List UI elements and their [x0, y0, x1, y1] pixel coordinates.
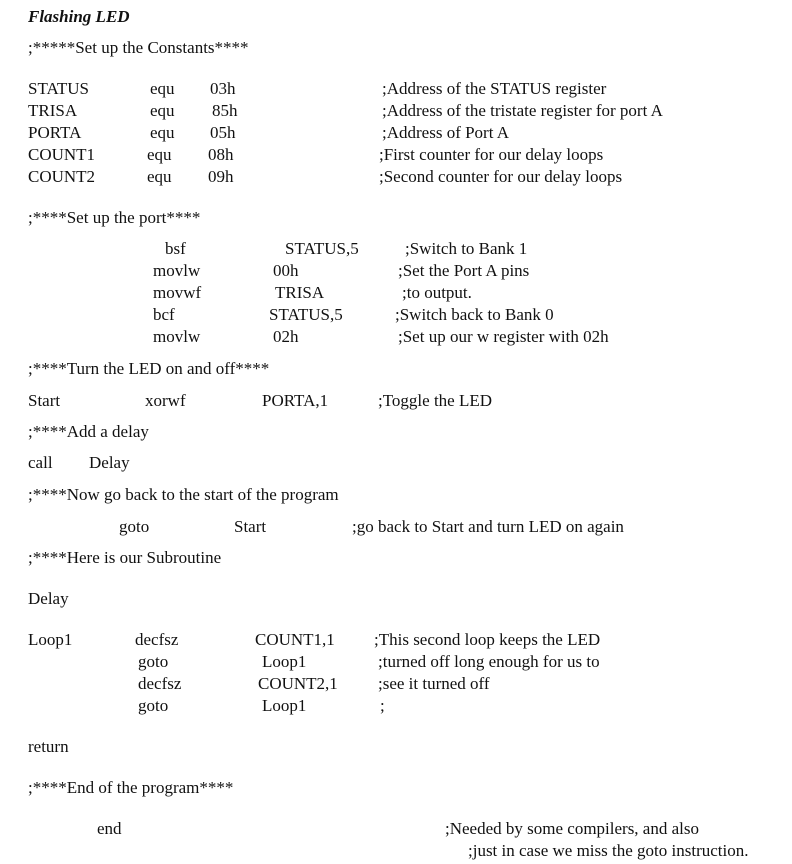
- port-instruction: movlw: [153, 261, 201, 280]
- port-operand: 00h: [273, 261, 299, 280]
- port-comment: ;Set the Port A pins: [398, 261, 530, 280]
- constant-value: 05h: [210, 123, 236, 142]
- constant-op: equ: [150, 123, 175, 142]
- constant-name: COUNT2: [28, 167, 96, 186]
- port-operand: TRISA: [275, 283, 325, 302]
- loop-comment: ;turned off long enough for us to: [378, 652, 600, 671]
- constant-name: PORTA: [28, 123, 82, 142]
- call-operand: Delay: [89, 453, 130, 472]
- constant-comment: ;Address of Port A: [382, 123, 510, 142]
- constant-comment: ;First counter for our delay loops: [379, 145, 604, 164]
- section-heading-delay: ;****Add a delay: [28, 422, 149, 441]
- return-instruction: return: [28, 737, 69, 756]
- constant-value: 09h: [208, 167, 234, 186]
- loop-instruction: decfsz: [135, 630, 179, 649]
- constant-op: equ: [150, 79, 175, 98]
- end-instruction: end: [97, 819, 122, 838]
- port-comment: ;Set up our w register with 02h: [398, 327, 609, 346]
- call-instruction: call: [28, 453, 53, 472]
- port-instruction: movwf: [153, 283, 202, 302]
- loop-instruction: goto: [138, 696, 169, 715]
- constant-name: COUNT1: [28, 145, 96, 164]
- section-heading-subroutine: ;****Here is our Subroutine: [28, 548, 222, 567]
- loop-comment: ;: [380, 696, 385, 715]
- goto-comment: ;go back to Start and turn LED on again: [352, 517, 624, 536]
- constant-comment: ;Address of the tristate register for port A: [382, 101, 663, 120]
- port-comment: ;Switch to Bank 1: [405, 239, 528, 258]
- constant-op: equ: [150, 101, 175, 120]
- toggle-instruction: xorwf: [145, 391, 186, 410]
- port-comment: ;Switch back to Bank 0: [395, 305, 554, 324]
- constant-op: equ: [147, 145, 172, 164]
- section-heading-end: ;****End of the program****: [28, 778, 234, 797]
- toggle-comment: ;Toggle the LED: [378, 391, 493, 410]
- end-comment: ;just in case we miss the goto instruction.: [468, 841, 749, 860]
- page-title: Flashing LED: [28, 7, 130, 26]
- port-operand: STATUS,5: [285, 239, 359, 258]
- constant-value: 08h: [208, 145, 234, 164]
- loop-comment: ;see it turned off: [378, 674, 490, 693]
- port-instruction: movlw: [153, 327, 201, 346]
- toggle-operand: PORTA,1: [262, 391, 329, 410]
- loop-operand: Loop1: [262, 696, 307, 715]
- constant-comment: ;Address of the STATUS register: [382, 79, 607, 98]
- port-instruction: bcf: [153, 305, 175, 324]
- port-operand: 02h: [273, 327, 299, 346]
- port-comment: ;to output.: [402, 283, 472, 302]
- loop-operand: COUNT1,1: [255, 630, 335, 649]
- code-label-start: Start: [28, 391, 61, 410]
- loop-instruction: goto: [138, 652, 169, 671]
- end-comment: ;Needed by some compilers, and also: [445, 819, 699, 838]
- loop-operand: COUNT2,1: [258, 674, 338, 693]
- constant-op: equ: [147, 167, 172, 186]
- section-heading-constants: ;*****Set up the Constants****: [28, 38, 249, 57]
- loop-operand: Loop1: [262, 652, 307, 671]
- section-heading-back: ;****Now go back to the start of the program: [28, 485, 339, 504]
- goto-instruction: goto: [119, 517, 150, 536]
- port-operand: STATUS,5: [269, 305, 343, 324]
- code-label-delay: Delay: [28, 589, 69, 608]
- constant-value: 03h: [210, 79, 236, 98]
- constant-comment: ;Second counter for our delay loops: [379, 167, 623, 186]
- loop-instruction: decfsz: [138, 674, 182, 693]
- section-heading-port: ;****Set up the port****: [28, 208, 201, 227]
- constant-name: TRISA: [28, 101, 78, 120]
- port-instruction: bsf: [165, 239, 186, 258]
- code-label-loop1: Loop1: [28, 630, 73, 649]
- constant-value: 85h: [212, 101, 238, 120]
- section-heading-toggle: ;****Turn the LED on and off****: [28, 359, 270, 378]
- goto-operand: Start: [234, 517, 267, 536]
- constant-name: STATUS: [28, 79, 89, 98]
- loop-comment: ;This second loop keeps the LED: [374, 630, 601, 649]
